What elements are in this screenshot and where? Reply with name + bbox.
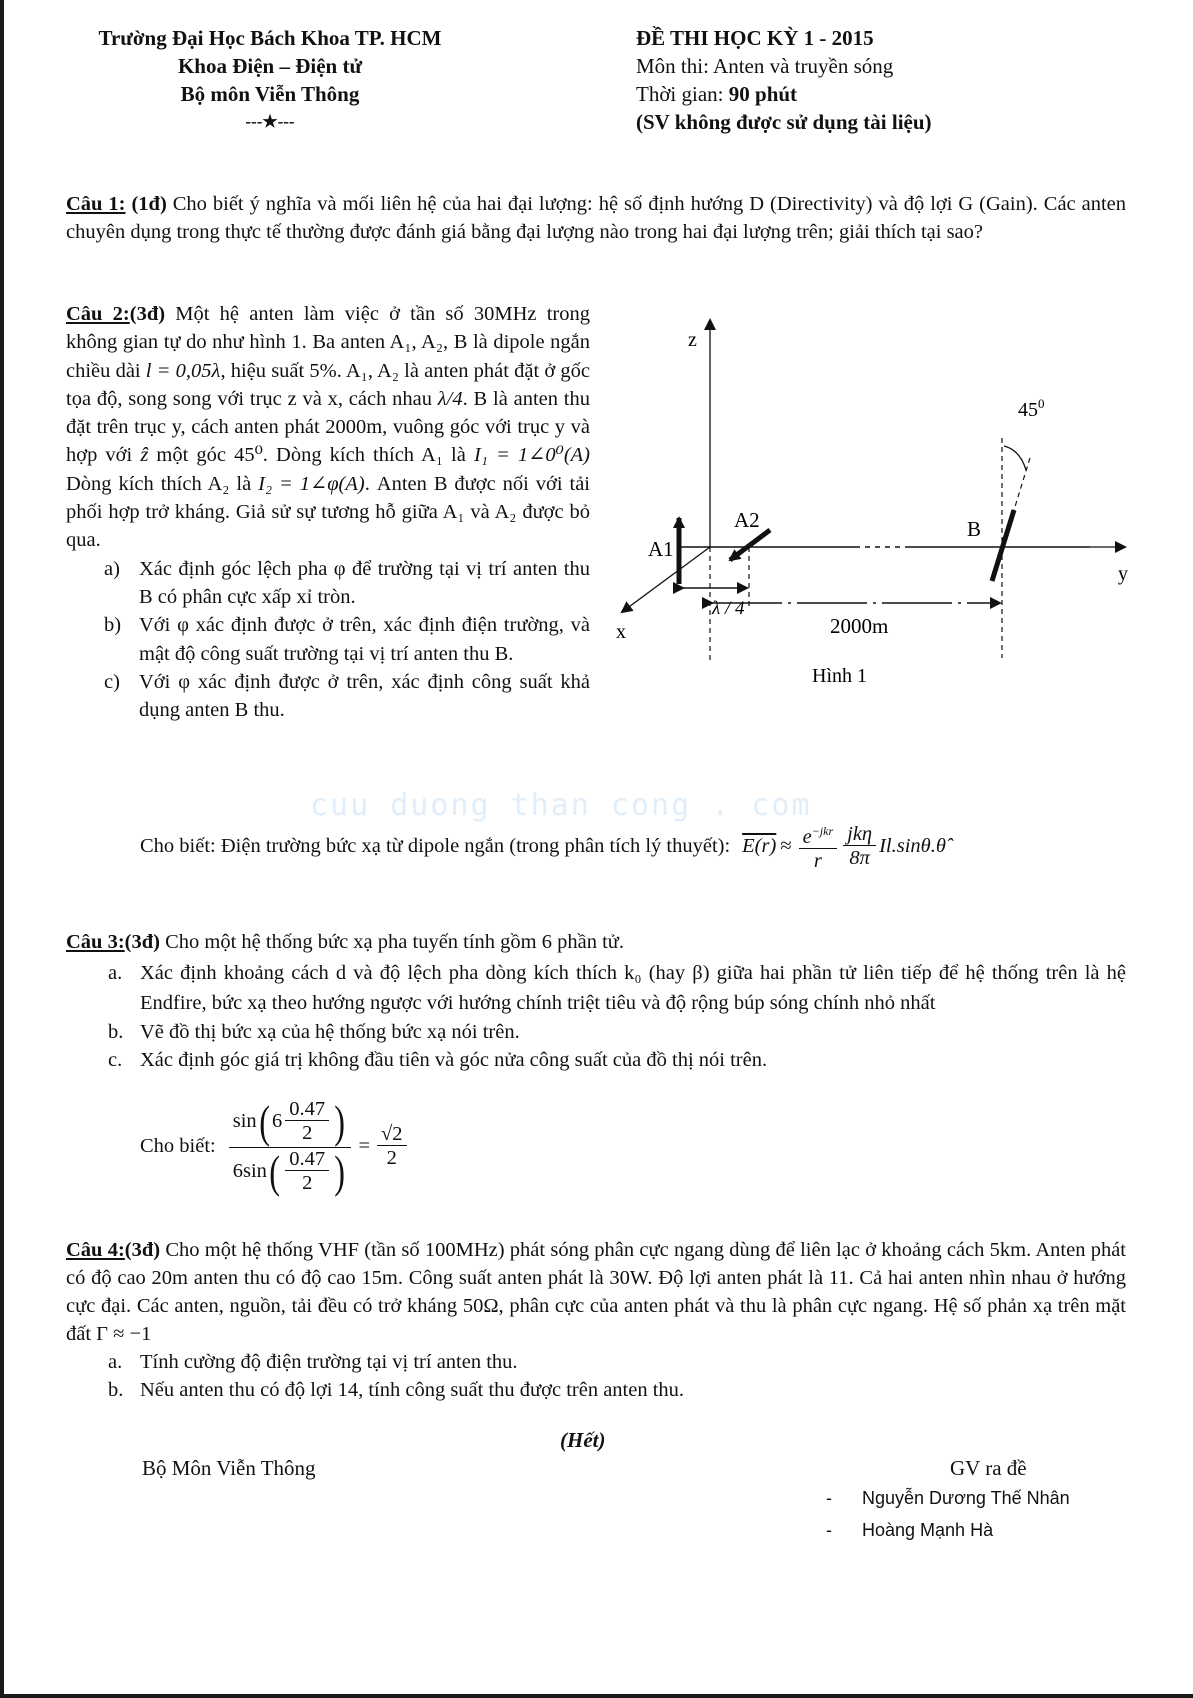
question-3-item-a: [66, 958, 1126, 1018]
question-3-points: (3đ): [124, 931, 160, 953]
question-4-item-b: [66, 1376, 1126, 1404]
scan-edge-bottom: [0, 1694, 1193, 1698]
rhs-top: √2: [377, 1123, 407, 1146]
dipole-field-formula: [742, 820, 946, 873]
question-2-item-c: [66, 668, 590, 725]
author-name: Nguyễn Dương Thế Nhân: [862, 1488, 1070, 1508]
question-2-text: một góc 45⁰. Dòng kích thích A₁ là: [148, 444, 474, 467]
current-i2-expression: I₂ = 1∠φ(A): [258, 472, 365, 495]
scan-edge-left: [0, 0, 4, 1698]
z-axis-label: z: [688, 329, 697, 351]
frac1-num: e: [802, 825, 812, 848]
question-1-text: Cho biết ý nghĩa và mối liên hệ của hai đại lượng: hệ số định hướng D (Directivity) và độ lợi G (Gain). Các anten chuyên dụng trong thực tế thường được đánh giá bằng đại lượng nào trong hai đại lượng trên; giải thích tại sao?: [66, 193, 1126, 243]
question-3-given: [140, 1095, 410, 1197]
question-1: [66, 190, 1126, 246]
question-2-points: (3đ): [129, 303, 166, 325]
time-label: Thời gian:: [636, 82, 729, 106]
item-label: b): [104, 614, 122, 637]
question-3-text: Cho một hệ thống bức xạ pha tuyến tính gồm 6 phần tử.: [159, 931, 625, 953]
array-factor-fraction: sin ( 6 $\frac{0.47}{2}$ ) 6sin ( $\frac{0.47}{2}$ ): [229, 1098, 352, 1195]
question-4-label: Câu 4:: [66, 1239, 125, 1261]
item-label: a.: [108, 962, 123, 984]
question-3-body: [66, 928, 1126, 956]
item-text: Với φ xác định được ở trên, xác định điện trường, và mật độ công suất trường tại vị trí anten thu B.: [139, 614, 590, 665]
antenna-a2-label: A2: [734, 508, 760, 532]
question-2-text: Dòng kích thích A₂ là: [66, 472, 259, 495]
item-label: b.: [108, 1021, 124, 1043]
authors-label: GV ra đề: [950, 1456, 1027, 1480]
y-axis-label: y: [1118, 563, 1128, 585]
question-1-label: Câu 1:: [66, 193, 126, 215]
num-coef: 6: [272, 1110, 283, 1132]
antenna-b-label: B: [967, 517, 982, 541]
end-mark: (Hết): [560, 1428, 606, 1452]
author-dash: -: [826, 1520, 832, 1540]
faculty-name: Khoa Điện – Điện tử: [177, 54, 363, 78]
author-2: [826, 1520, 993, 1541]
question-4-item-a: [66, 1348, 1126, 1376]
question-4-points: (3đ): [124, 1239, 161, 1261]
question-3-item-c: [66, 1046, 1126, 1074]
author-dash: -: [826, 1488, 832, 1508]
header-institution: [60, 24, 480, 136]
time-value: 90 phút: [728, 82, 798, 106]
subject-label: Môn thi:: [636, 54, 714, 78]
frac2-den: 8π: [849, 846, 870, 869]
footer-department: Bộ Môn Viễn Thông: [142, 1456, 316, 1480]
num-frac-bottom: 2: [302, 1122, 313, 1144]
figure-caption: Hình 1: [812, 665, 867, 687]
item-text: Tính cường độ điện trường tại vị trí anten thu.: [140, 1351, 518, 1373]
x-axis-label: x: [616, 621, 626, 643]
given-text: Cho biết: Điện trường bức xạ từ dipole ngắn (trong phân tích lý thuyết):: [140, 835, 731, 858]
antenna-b: [992, 510, 1014, 581]
question-2-given: [140, 820, 1140, 873]
department-name: Bộ môn Viễn Thông: [180, 82, 360, 106]
question-2-text: Một hệ anten làm việc ở tần số 30MHz trong không gian tự do như hình 1. Ba anten A₁, A₂, B là dipole ngắn chiều dài: [66, 303, 590, 382]
angle-arc: [1004, 446, 1026, 470]
length-expression: l = 0,05λ: [145, 359, 221, 382]
num-sin: sin: [232, 1110, 257, 1132]
question-4: [66, 1236, 1126, 1404]
question-2-text: , hiệu suất 5%. A₁, A₂ là anten phát đặt ở gốc tọa độ, song song với trục z và x, cách nhau: [66, 359, 590, 410]
question-4-text: Cho một hệ thống VHF (tần số 100MHz) phát sóng phân cực ngang dùng để liên lạc ở khoảng cách 5km. Anten phát có độ cao 20m anten thu có độ cao 15m. Công suất anten phát là 30W. Độ lợi anten phát là 11. Cả hai anten nhìn nhau ở hướng cực đại. Các anten, nguồn, tải đều có trở kháng 50Ω, phân cực của anten phát và thu là phân cực ngang. Hệ số phản xạ trên mặt đất Γ ≈ −1: [66, 1239, 1126, 1345]
antenna-a1-label: A1: [648, 537, 674, 561]
question-2-text: . B là anten thu đặt trên trục y, cách anten phát 2000m, vuông góc với trục y và hợp với: [66, 387, 590, 467]
question-2-item-a: [66, 555, 590, 612]
formula-fraction-2: [843, 823, 876, 870]
spacing-expression: λ/4: [437, 387, 463, 410]
spacing-label: λ / 4: [712, 598, 745, 619]
question-2: [66, 300, 590, 724]
star-ornament: ---★---: [245, 112, 295, 131]
question-3-item-b: [66, 1018, 1126, 1046]
distance-label: 2000m: [830, 614, 889, 638]
formula-tail: Il.sinθ.θ̂: [879, 835, 946, 858]
subject-value: Anten và truyền sóng: [713, 54, 894, 78]
item-text: Với φ xác định được ở trên, xác định công suất khả dụng anten B thu.: [139, 670, 590, 722]
frac2-num: jkη: [843, 823, 876, 846]
figure-1-diagram: [600, 310, 1160, 740]
item-text: Nếu anten thu có độ lợi 14, tính công suất thu được trên anten thu.: [140, 1379, 685, 1401]
angle-label: $45^0$: [1018, 396, 1045, 421]
item-text: Xác định góc giá trị không đầu tiên và góc nửa công suất của đồ thị nói trên.: [140, 1049, 768, 1071]
item-text: Vẽ đồ thị bức xạ của hệ thống bức xạ nói trên.: [140, 1021, 520, 1043]
question-2-text: . Anten B được nối với tải phối hợp trở kháng. Giả sử sự tương hỗ giữa A₁ và A₂ được bỏ qua.: [66, 472, 590, 552]
equals-sign: =: [358, 1135, 371, 1157]
university-name: Trường Đại Học Bách Khoa TP. HCM: [98, 26, 442, 50]
den-frac-bottom: 2: [302, 1172, 313, 1194]
question-3-label: Câu 3:: [66, 931, 125, 953]
rhs-fraction: [377, 1123, 407, 1170]
item-label: c): [104, 670, 120, 693]
question-2-label: Câu 2:: [66, 303, 130, 325]
exam-time-line: [636, 80, 1036, 108]
exam-title: ĐỀ THI HỌC KỲ 1 - 2015: [636, 26, 874, 50]
item-label: b.: [108, 1379, 124, 1401]
watermark: cuu duong than cong . com: [310, 788, 812, 823]
item-label: a.: [108, 1351, 123, 1373]
antenna-a2-arrow: [730, 530, 770, 560]
given-label: Cho biết:: [140, 1135, 216, 1157]
header-exam-info: [636, 24, 1036, 136]
frac1-den: r: [813, 849, 822, 872]
frac1-sup: −jkr: [811, 824, 834, 838]
question-1-points: (1đ): [125, 193, 167, 215]
exam-note: (SV không được sử dụng tài liệu): [636, 110, 932, 134]
item-text: Xác định khoảng cách d và độ lệch pha dòng kích thích k₀ (hay β) giữa hai phần tử liên tiếp để hệ thống trên là hệ Endfire, bức xạ theo hướng ngược với hướng chính triệt tiêu và độ rộng búp sóng chính nhỏ nhất: [140, 962, 1126, 1014]
question-3: [66, 928, 1126, 1074]
author-1: [826, 1488, 1070, 1509]
question-2-item-b: [66, 611, 590, 668]
author-name: Hoàng Mạnh Hà: [862, 1520, 994, 1540]
den-frac-top: 0.47: [285, 1148, 329, 1171]
rhs-bottom: 2: [386, 1147, 397, 1169]
item-text: Xác định góc lệch pha φ để trường tại vị trí anten thu B có phân cực xấp xỉ tròn.: [139, 557, 590, 608]
current-i1-expression: I₁ = 1∠0⁰(A): [473, 444, 590, 467]
formula-lhs: E(r): [742, 835, 777, 858]
formula-approx: ≈: [780, 835, 792, 858]
item-label: c.: [108, 1049, 123, 1071]
exam-subject-line: [636, 52, 1036, 80]
question-2-body: [66, 300, 590, 555]
item-label: a): [104, 557, 120, 580]
den-6sin: 6sin: [232, 1160, 267, 1182]
num-frac-top: 0.47: [285, 1098, 329, 1121]
question-4-body: [66, 1236, 1126, 1348]
b-tilt-guide: [1014, 458, 1030, 510]
z-hat-symbol: ẑ: [140, 444, 149, 467]
formula-fraction-1: [799, 820, 838, 873]
